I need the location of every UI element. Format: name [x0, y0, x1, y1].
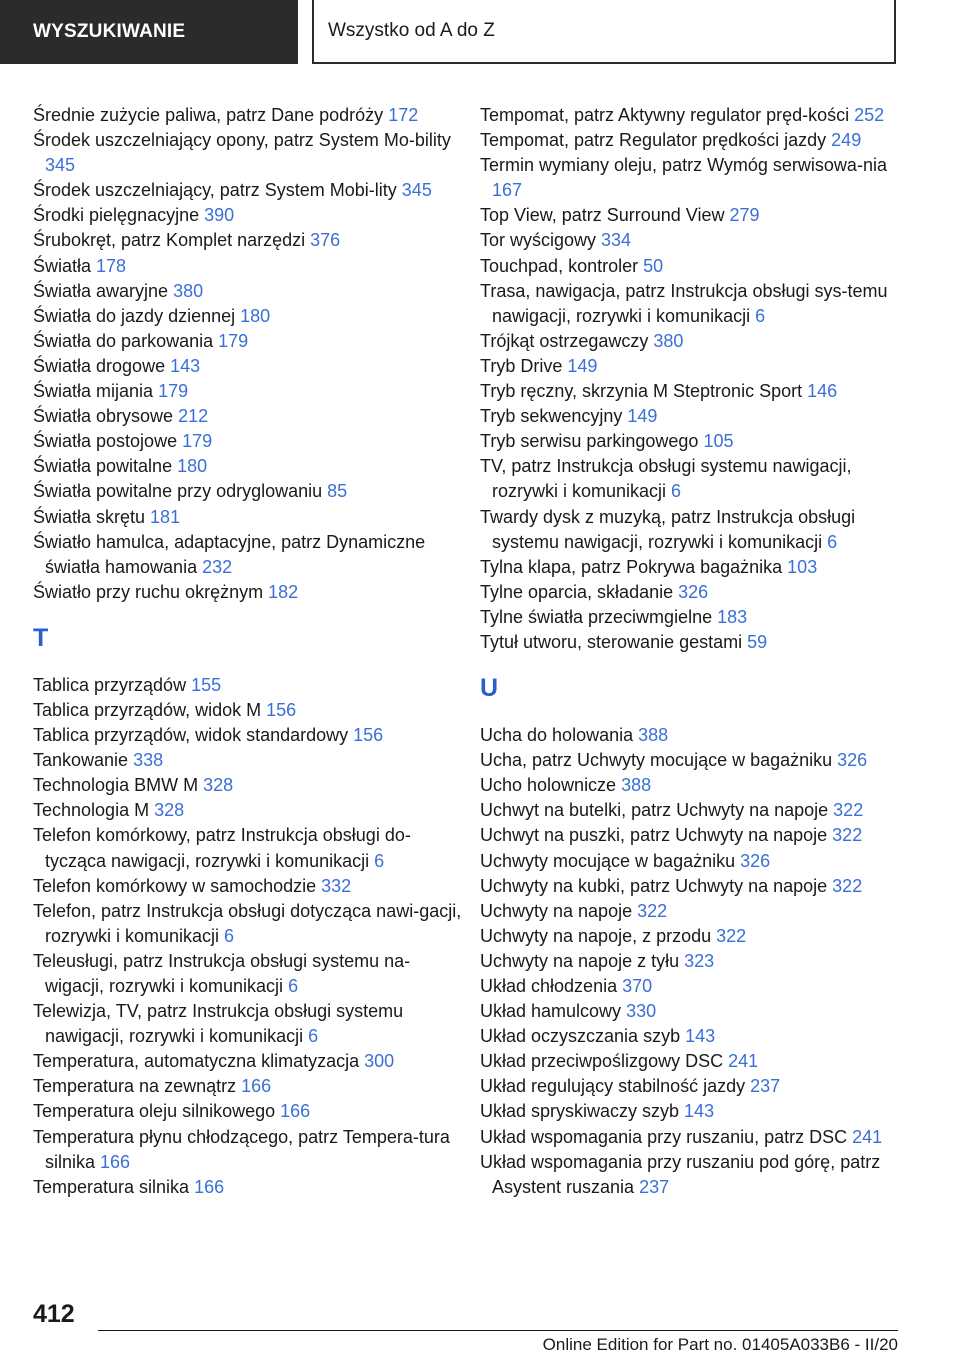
- index-entry: [480, 404, 900, 429]
- index-page-link[interactable]: 166: [241, 1076, 272, 1097]
- index-entry: [480, 773, 900, 798]
- index-entry-text: Twardy dysk z muzyką, patrz Instrukcja obsługi systemu nawigacji, rozrywki i komunikacji: [480, 506, 856, 552]
- index-entry: [480, 949, 900, 974]
- index-entry: [480, 228, 900, 253]
- index-entry-text: Układ regulujący stabilność jazdy: [480, 1076, 751, 1097]
- index-page-link[interactable]: 237: [750, 1076, 781, 1097]
- index-entry: [33, 673, 463, 698]
- index-entry-text: Touchpad, kontroler: [480, 255, 644, 276]
- index-entry: [33, 479, 463, 504]
- index-page-link[interactable]: 85: [327, 481, 348, 502]
- index-page-link[interactable]: 149: [627, 406, 658, 427]
- index-entry: [480, 1150, 900, 1200]
- index-page-link[interactable]: 146: [807, 381, 838, 402]
- index-page-link[interactable]: 179: [158, 381, 189, 402]
- index-entry: [480, 254, 900, 279]
- index-page-link[interactable]: 212: [178, 406, 209, 427]
- index-entry-text: TV, patrz Instrukcja obsługi systemu nawigacji, rozrywki i komunikacji: [480, 456, 852, 502]
- index-page-link[interactable]: 183: [717, 606, 748, 627]
- index-entry: [480, 1049, 900, 1074]
- index-entry: [33, 773, 463, 798]
- index-entry: [33, 1175, 463, 1200]
- index-entry: [480, 203, 900, 228]
- index-entry-text: Tytuł utworu, sterowanie gestami: [480, 631, 748, 652]
- index-page-link[interactable]: 345: [45, 155, 76, 176]
- index-page-link[interactable]: 172: [388, 105, 419, 125]
- index-entry-text: Ucha, patrz Uchwyty mocujące w bagażniku: [480, 750, 838, 771]
- index-entry: [480, 723, 900, 748]
- index-entry: [33, 723, 463, 748]
- index-page-link[interactable]: 182: [268, 581, 299, 602]
- index-entry-text: Układ spryskiwaczy szyb: [480, 1101, 685, 1122]
- index-entry: [480, 329, 900, 354]
- index-page-link[interactable]: 300: [364, 1051, 395, 1072]
- index-page-link[interactable]: 237: [639, 1176, 670, 1197]
- index-entry: [480, 605, 900, 630]
- index-entry: [480, 153, 900, 203]
- index-page-link[interactable]: 180: [177, 456, 208, 477]
- page-number: 412: [33, 1300, 75, 1328]
- index-page-link[interactable]: 322: [716, 925, 747, 946]
- index-entry: [480, 630, 900, 655]
- index-entry-text: Telefon, patrz Instrukcja obsługi dotycząca nawi-gacji, rozrywki i komunikacji: [33, 900, 462, 946]
- index-page-link[interactable]: 326: [740, 850, 771, 871]
- index-entry: [33, 505, 463, 530]
- index-entry-text: Tylna klapa, patrz Pokrywa bagażnika: [480, 556, 788, 577]
- index-page-link[interactable]: 149: [567, 355, 598, 376]
- index-page-link[interactable]: 6: [224, 925, 235, 946]
- index-column-left: [33, 103, 463, 1200]
- index-entry-text: Światło hamulca, adaptacyjne, patrz Dynamiczne światła hamowania: [33, 531, 426, 577]
- index-entry-text: Tablica przyrządów: [33, 674, 192, 695]
- index-entry: [33, 798, 463, 823]
- index-entry-text: Układ wspomagania przy ruszaniu pod górę, patrz Asystent ruszania: [480, 1151, 881, 1197]
- index-entry-text: Uchwyty na napoje, z przodu: [480, 925, 717, 946]
- index-entry-text: Światła mijania: [33, 381, 159, 402]
- index-page-link[interactable]: 332: [321, 875, 352, 896]
- index-entry-text: Temperatura, automatyczna klimatyzacja: [33, 1051, 365, 1072]
- index-page-link[interactable]: 322: [833, 800, 864, 821]
- index-page-link[interactable]: 376: [310, 230, 341, 251]
- index-entry-text: Teleusługi, patrz Instrukcja obsługi systemu na-wigacji, rozrywki i komunikacji: [33, 950, 411, 996]
- section-tab[interactable]: WYSZUKIWANIE: [0, 0, 298, 64]
- index-entry-text: Światła postojowe: [33, 431, 183, 452]
- index-entry-text: Tablica przyrządów, widok standardowy: [33, 725, 354, 746]
- index-entry-text: Światła skrętu: [33, 506, 151, 527]
- index-entry-text: Tryb ręczny, skrzynia M Steptronic Sport: [480, 381, 808, 402]
- index-entry-text: Ucho holownicze: [480, 775, 622, 796]
- index-entry: [33, 1074, 463, 1099]
- index-entry-text: Światła do jazdy dziennej: [33, 305, 241, 326]
- index-entry-text: Środki pielęgnacyjne: [33, 205, 205, 226]
- index-entry-text: Technologia BMW M: [33, 775, 204, 796]
- index-page-link[interactable]: 143: [684, 1101, 715, 1122]
- index-entry: [33, 329, 463, 354]
- index-entry-text: Telefon komórkowy, patrz Instrukcja obsługi do-tycząca nawigacji, rozrywki i komunikacji: [33, 825, 411, 871]
- index-entry: [33, 698, 463, 723]
- index-page-link[interactable]: 380: [173, 280, 204, 301]
- index-page-link[interactable]: 59: [747, 631, 768, 652]
- index-entry-text: Temperatura silnika: [33, 1176, 195, 1197]
- index-page-link[interactable]: 241: [728, 1051, 759, 1072]
- index-page-link[interactable]: 252: [854, 105, 885, 125]
- index-page-link[interactable]: 370: [622, 976, 653, 996]
- index-page-link[interactable]: 330: [626, 1001, 657, 1022]
- index-page-link[interactable]: 338: [133, 750, 164, 771]
- footer-edition: Online Edition for Part no. 01405A033B6 - II/20: [542, 1335, 898, 1354]
- index-entry-text: Światła awaryjne: [33, 280, 174, 301]
- index-entry: [480, 429, 900, 454]
- index-page-link[interactable]: 181: [150, 506, 181, 527]
- index-entry-text: Top View, patrz Surround View: [480, 205, 730, 226]
- index-column-right: [480, 103, 900, 1200]
- index-entry-text: Uchwyt na butelki, patrz Uchwyty na napoje: [480, 800, 834, 821]
- index-entry-text: Tryb Drive: [480, 355, 568, 376]
- chapter-title: Wszystko od A do Z: [312, 0, 896, 64]
- index-page-link[interactable]: 334: [601, 230, 632, 251]
- index-page-link[interactable]: 6: [755, 305, 766, 326]
- index-entry-text: Światła do parkowania: [33, 330, 219, 351]
- index-entry: [33, 304, 463, 329]
- index-entry: [33, 748, 463, 773]
- index-entry-text: Światła obrysowe: [33, 406, 179, 427]
- index-entry-text: Tylne oparcia, składanie: [480, 581, 679, 602]
- index-entry-text: Układ chłodzenia: [480, 976, 623, 996]
- index-page-link[interactable]: 388: [621, 775, 652, 796]
- index-page-link[interactable]: 323: [684, 950, 715, 971]
- index-entry-text: Termin wymiany oleju, patrz Wymóg serwisowa-nia: [480, 155, 887, 176]
- index-entry-text: Środek uszczelniający, patrz System Mobi-lity: [33, 180, 402, 201]
- index-page-link[interactable]: 156: [266, 699, 297, 720]
- index-entry-text: Tor wyścigowy: [480, 230, 602, 251]
- index-page-link[interactable]: 328: [154, 800, 185, 821]
- index-entry-text: Tylne światła przeciwmgielne: [480, 606, 718, 627]
- index-entry: [33, 1099, 463, 1124]
- index-entry: [33, 580, 463, 605]
- index-page-link[interactable]: 322: [637, 900, 668, 921]
- index-entry-text: Uchwyty mocujące w bagażniku: [480, 850, 741, 871]
- index-entry: [33, 899, 463, 949]
- index-entry-text: Światła powitalne przy odryglowaniu: [33, 481, 328, 502]
- index-page-link[interactable]: 166: [100, 1151, 131, 1172]
- index-entry-text: Uchwyty na napoje z tyłu: [480, 950, 685, 971]
- index-page-link[interactable]: 105: [703, 431, 734, 452]
- index-entry: [480, 823, 900, 848]
- index-page-link[interactable]: 326: [678, 581, 709, 602]
- index-entry: [480, 1099, 900, 1124]
- index-page-link[interactable]: 322: [832, 875, 863, 896]
- index-page-link[interactable]: 143: [685, 1026, 716, 1047]
- index-page-link[interactable]: 178: [96, 255, 127, 276]
- index-entry: [33, 354, 463, 379]
- index-entry: [33, 1125, 463, 1175]
- index-entry-text: Technologia M: [33, 800, 155, 821]
- index-entry-text: Telefon komórkowy w samochodzie: [33, 875, 322, 896]
- index-page-link[interactable]: 166: [194, 1176, 225, 1197]
- index-entry-text: Tryb serwisu parkingowego: [480, 431, 704, 452]
- index-page-link[interactable]: 155: [191, 674, 222, 695]
- index-entry-text: Światła drogowe: [33, 355, 171, 376]
- index-entry: [33, 178, 463, 203]
- index-entry: [33, 203, 463, 228]
- index-entry: [33, 228, 463, 253]
- index-entry-text: Układ przeciwpoślizgowy DSC: [480, 1051, 729, 1072]
- index-entry-text: Trasa, nawigacja, patrz Instrukcja obsługi sys-temu nawigacji, rozrywki i komunikacji: [480, 280, 888, 326]
- index-entry-text: Środek uszczelniający opony, patrz System Mo-bility: [33, 130, 451, 151]
- index-entry: [480, 128, 900, 153]
- index-entry: [480, 555, 900, 580]
- index-entry: [480, 874, 900, 899]
- index-entry-text: Uchwyt na puszki, patrz Uchwyty na napoje: [480, 825, 833, 846]
- index-entry-text: Średnie zużycie paliwa, patrz Dane podróży: [33, 105, 389, 125]
- index-page-link[interactable]: 6: [308, 1026, 319, 1047]
- index-entry-text: Śrubokręt, patrz Komplet narzędzi: [33, 230, 311, 251]
- index-entry-text: Światła: [33, 255, 97, 276]
- index-page-link[interactable]: 179: [182, 431, 213, 452]
- index-entry: [33, 128, 463, 178]
- index-page-link[interactable]: 6: [288, 976, 299, 996]
- index-entry: [33, 429, 463, 454]
- index-entry: [480, 974, 900, 999]
- index-entry: [480, 103, 900, 128]
- index-entry: [480, 899, 900, 924]
- index-entry-text: Uchwyty na kubki, patrz Uchwyty na napoje: [480, 875, 833, 896]
- index-page-link[interactable]: 326: [837, 750, 868, 771]
- index-page-link[interactable]: 390: [204, 205, 235, 226]
- index-entry: [480, 849, 900, 874]
- index-entry-text: Uchwyty na napoje: [480, 900, 638, 921]
- index-entry-text: Układ oczyszczania szyb: [480, 1026, 686, 1047]
- index-page-link[interactable]: 180: [240, 305, 271, 326]
- index-entry: [33, 999, 463, 1049]
- index-page-link[interactable]: 167: [492, 180, 523, 201]
- index-entry: [33, 254, 463, 279]
- index-page-link[interactable]: 179: [218, 330, 249, 351]
- index-entry-text: Światło przy ruchu okrężnym: [33, 581, 269, 602]
- index-page-link[interactable]: 322: [832, 825, 863, 846]
- index-entry-text: Układ hamulcowy: [480, 1001, 627, 1022]
- index-entry: [480, 999, 900, 1024]
- index-entry: [480, 379, 900, 404]
- index-entry: [33, 823, 463, 873]
- index-entry-text: Tryb sekwencyjny: [480, 406, 628, 427]
- index-entry: [480, 454, 900, 504]
- index-page-link[interactable]: 388: [638, 725, 669, 746]
- index-entry: [33, 949, 463, 999]
- index-entry-text: Tempomat, patrz Aktywny regulator pręd-kości: [480, 105, 855, 125]
- index-entry: [33, 404, 463, 429]
- index-page-link[interactable]: 328: [203, 775, 234, 796]
- index-page-link[interactable]: 143: [170, 355, 201, 376]
- index-entry-text: Temperatura płynu chłodzącego, patrz Tempera-tura silnika: [33, 1126, 450, 1172]
- index-entry-text: Trójkąt ostrzegawczy: [480, 330, 654, 351]
- index-page-link[interactable]: 103: [787, 556, 818, 577]
- index-page-link[interactable]: 6: [827, 531, 838, 552]
- index-page-link[interactable]: 279: [729, 205, 760, 226]
- index-entry: [480, 798, 900, 823]
- index-entry: [480, 505, 900, 555]
- index-page-link[interactable]: 166: [280, 1101, 311, 1122]
- index-entry: [480, 1125, 900, 1150]
- index-entry: [480, 580, 900, 605]
- index-page-link[interactable]: 6: [374, 850, 385, 871]
- index-page-link[interactable]: 345: [401, 180, 432, 201]
- index-entry: [33, 103, 463, 128]
- index-section-letter: T: [33, 623, 49, 652]
- index-entry: [33, 454, 463, 479]
- index-entry-text: Temperatura oleju silnikowego: [33, 1101, 281, 1122]
- index-entry-text: Tempomat, patrz Regulator prędkości jazdy: [480, 130, 832, 151]
- index-entry-text: Telewizja, TV, patrz Instrukcja obsługi systemu nawigacji, rozrywki i komunikacji: [33, 1001, 404, 1047]
- index-entry-text: Tablica przyrządów, widok M: [33, 699, 267, 720]
- index-entry: [480, 748, 900, 773]
- index-entry: [480, 924, 900, 949]
- index-page-link[interactable]: 156: [353, 725, 384, 746]
- index-entry-text: Temperatura na zewnątrz: [33, 1076, 242, 1097]
- index-entry: [33, 1049, 463, 1074]
- index-entry-text: Tankowanie: [33, 750, 134, 771]
- index-entry: [480, 1024, 900, 1049]
- index-section-letter: U: [480, 674, 499, 703]
- index-entry: [480, 279, 900, 329]
- index-entry: [33, 279, 463, 304]
- index-page-link[interactable]: 380: [653, 330, 684, 351]
- index-entry: [33, 530, 463, 580]
- index-entry-text: Światła powitalne: [33, 456, 178, 477]
- index-page-link[interactable]: 241: [852, 1126, 883, 1147]
- index-entry: [33, 874, 463, 899]
- index-page-link[interactable]: 232: [202, 556, 233, 577]
- index-page-link[interactable]: 50: [643, 255, 664, 276]
- index-entry: [33, 379, 463, 404]
- index-entry: [480, 354, 900, 379]
- index-entry: [480, 1074, 900, 1099]
- index-page-link[interactable]: 6: [671, 481, 682, 502]
- index-entry-text: Ucha do holowania: [480, 725, 639, 746]
- index-entry-text: Układ wspomagania przy ruszaniu, patrz DSC: [480, 1126, 853, 1147]
- index-page-link[interactable]: 249: [831, 130, 862, 151]
